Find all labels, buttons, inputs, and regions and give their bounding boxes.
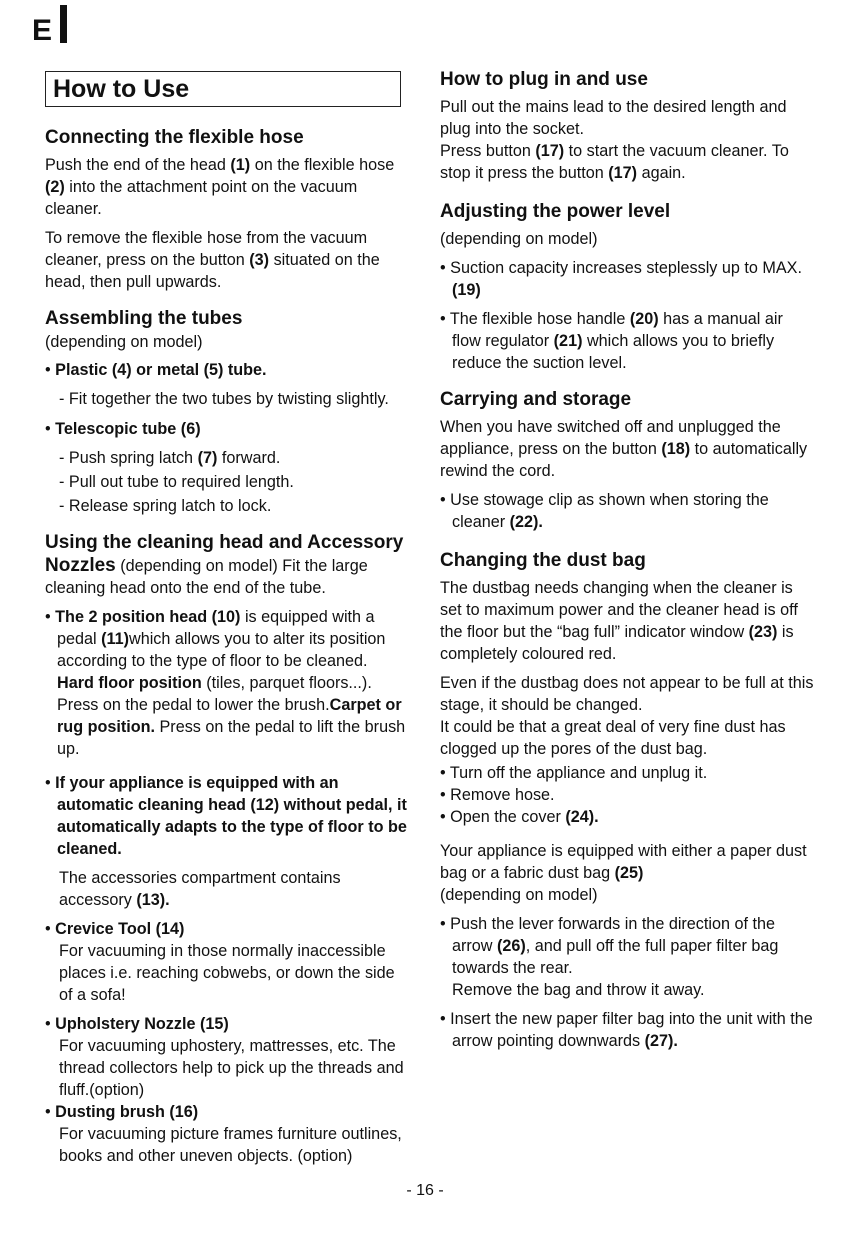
paragraph: Push the end of the head (1) on the flexible hose (2) into the attachment point on the vacuum cleaner. [45,156,395,218]
subheading-note: (depending on model) [45,333,203,351]
left-column [45,68,407,1174]
bullet-item: • If your appliance is equipped with an automatic cleaning head (12) without pedal, it automatically adapts to the type of floor to be cleaned. [45,774,407,858]
paragraph: For vacuuming uphostery, mattresses, etc. The thread collectors help to pick up the threads and fluff.(option) [59,1037,404,1099]
paragraph: Remove the bag and throw it away. [452,981,705,999]
paragraph: The dustbag needs changing when the cleaner is set to maximum power and the cleaner head is off the floor but the “bag full” indicator window (23) is completely coloured red. [440,579,798,663]
section-heading-tubes: Assembling the tubes [45,308,243,329]
page-number: - 16 - [406,1182,444,1199]
bullet-item: • Use stowage clip as shown when storing the cleaner (22). [440,491,769,531]
subheading-note: (depending on model) [440,230,598,248]
paragraph: Your appliance is equipped with either a paper dust bag or a fabric dust bag (25) [440,842,807,882]
bullet-item: • Dusting brush (16) [45,1103,199,1121]
paragraph: The accessories compartment contains accessory (13). [59,869,341,909]
bullet-item: • Turn off the appliance and unplug it. [440,764,708,782]
paragraph: For vacuuming picture frames furniture outlines, books and other uneven objects. (option) [59,1125,402,1165]
language-marker-bar [60,5,67,43]
section-heading-plug-in: How to plug in and use [440,69,648,90]
right-column [440,68,815,1059]
section-heading-power-level: Adjusting the power level [440,201,671,222]
paragraph: Even if the dustbag does not appear to be full at this stage, it should be changed. [440,674,814,714]
dash-item: - Release spring latch to lock. [59,497,272,515]
paragraph: Pull out the mains lead to the desired length and plug into the socket. [440,98,787,138]
dash-item: - Push spring latch (7) forward. [59,449,281,467]
paragraph: For vacuuming in those normally inaccessible places i.e. reaching cobwebs, or down the side of a sofa! [59,942,395,1004]
bullet-item: • Upholstery Nozzle (15) [45,1015,229,1033]
paragraph: When you have switched off and unplugged the appliance, press on the button (18) to automatically rewind the cord. [440,418,808,480]
dash-item: - Fit together the two tubes by twisting slightly. [59,390,389,408]
section-heading-cleaning-head: Using the cleaning head and Accessory [45,532,404,553]
bullet-item: • Telescopic tube (6) [45,420,201,438]
dash-item: - Pull out tube to required length. [59,473,294,491]
bullet-item: • Open the cover (24). [440,808,599,826]
section-heading-carrying: Carrying and storage [440,389,632,410]
paragraph: Nozzles (depending on model) Fit the large cleaning head onto the end of the tube. [45,555,368,597]
bullet-item: • The 2 position head (10) is equipped with a pedal (11)which allows you to alter its position according to the type of floor to be cleaned. Hard floor position (tiles, parquet floors...). Press on the pedal to lower the brush.Carpet or rug position. Press on the pedal to lift the brush up. [45,608,406,758]
subheading-note: (depending on model) [440,886,598,904]
bullet-item: • Crevice Tool (14) [45,920,185,938]
page-title: How to Use [45,71,401,107]
section-heading-dust-bag: Changing the dust bag [440,550,646,571]
section-heading-connecting: Connecting the flexible hose [45,127,304,148]
bullet-item: • Plastic (4) or metal (5) tube. [45,361,267,379]
paragraph: To remove the flexible hose from the vacuum cleaner, press on the button (3) situated on the head, then pull upwards. [45,229,380,291]
bullet-item: • Insert the new paper filter bag into the unit with the arrow pointing downwards (27). [440,1010,813,1050]
language-marker: E [32,14,53,47]
paragraph: Press button (17) to start the vacuum cleaner. To stop it press the button (17) again. [440,142,789,182]
bullet-item: • The flexible hose handle (20) has a manual air flow regulator (21) which allows you to briefly reduce the suction level. [440,310,783,372]
bullet-item: • Remove hose. [440,786,555,804]
paragraph: It could be that a great deal of very fine dust has clogged up the pores of the dust bag. [440,718,786,758]
bullet-item: • Suction capacity increases steplessly up to MAX.(19) [440,259,802,299]
bullet-item: • Push the lever forwards in the direction of the arrow (26), and pull off the full paper filter bag towards the rear. [440,915,779,977]
